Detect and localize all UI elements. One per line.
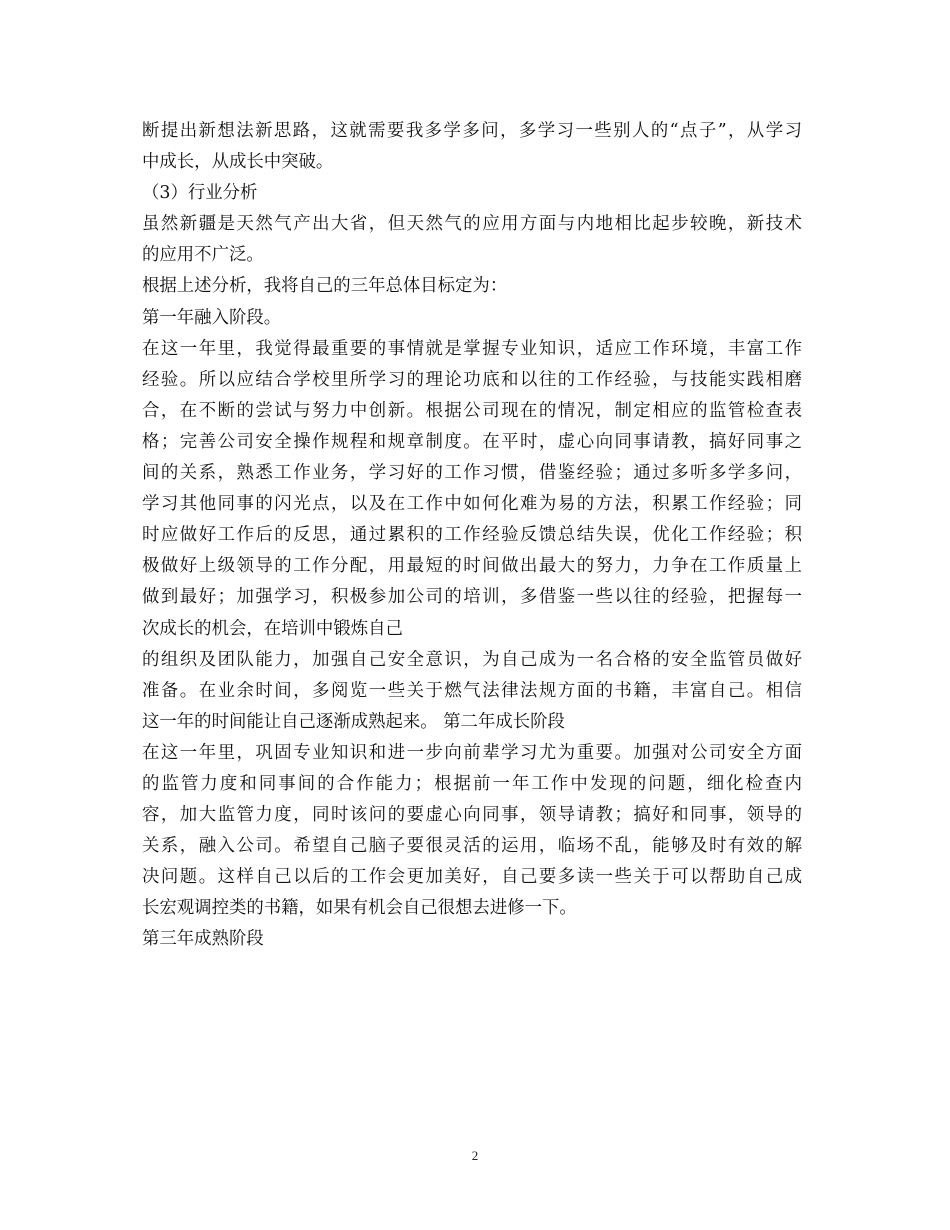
page-number: 2 [471,1148,479,1163]
text-line: 在这一年里，巩固专业知识和进一步向前辈学习尤为重要。加强对公司安全方面 [142,742,802,763]
text-line: 断提出新想法新思路，这就需要我多学多问，多学习一些别人的“点子”，从学习 [142,121,802,141]
text-line: 准备。在业余时间，多阅览一些关于燃气法律法规方面的书籍，丰富自己。相信 [142,680,802,701]
text-line: 第一年融入阶段。 [142,307,282,328]
text-line: 做到最好；加强学习，积极参加公司的培训，多借鉴一些以往的经验，把握每一 [142,587,802,608]
text-line: 第三年成熟阶段 [142,929,264,950]
text-line: 在这一年里，我觉得最重要的事情就是掌握专业知识，适应工作环境，丰富工作 [142,338,802,359]
body-text [142,116,802,956]
text-line: 次成长的机会，在培训中锻炼自己 [142,618,403,639]
text-line: 容，加大监管力度，同时该问的要虚心向同事，领导请教；搞好和同事，领导的 [142,805,802,826]
text-line: 间的关系，熟悉工作业务，学习好的工作习惯，借鉴经验；通过多听多学多问， [142,463,802,484]
text-line: 的组织及团队能力，加强自己安全意识，为自己成为一名合格的安全监管员做好 [142,649,802,670]
text-line: 学习其他同事的闪光点，以及在工作中如何化难为易的方法，积累工作经验；同 [142,494,802,515]
text-line: 决问题。这样自己以后的工作会更加美好，自己要多读一些关于可以帮助自己成 [142,867,802,888]
text-line: 的监管力度和同事间的合作能力；根据前一年工作中发现的问题，细化检查内 [142,773,802,794]
text-line: 这一年的时间能让自己逐渐成熟起来。 第二年成长阶段 [142,711,565,732]
text-line: 时应做好工作后的反思，通过累积的工作经验反馈总结失误，优化工作经验；积 [142,525,802,546]
section-heading: （3）行业分析 [142,183,258,204]
text-line: 关系，融入公司。希望自己脑子要很灵活的运用，临场不乱，能够及时有效的解 [142,836,802,857]
text-line: 合，在不断的尝试与努力中创新。根据公司现在的情况，制定相应的监管检查表 [142,400,802,421]
text-line: 的应用不广泛。 [142,245,264,266]
text-line: 长宏观调控类的书籍，如果有机会自己很想去进修一下。 [142,898,577,919]
text-line: 中成长，从成长中突破。 [142,152,334,173]
text-line: 极做好上级领导的工作分配，用最短的时间做出最大的努力，力争在工作质量上 [142,556,802,577]
text-line: 根据上述分析，我将自己的三年总体目标定为： [142,276,508,297]
text-line: 经验。所以应结合学校里所学习的理论功底和以往的工作经验，与技能实践相磨 [142,369,802,390]
text-line: 格；完善公司安全操作规程和规章制度。在平时，虚心向同事请教，搞好同事之 [142,431,802,452]
text-line: 虽然新疆是天然气产出大省，但天然气的应用方面与内地相比起步较晚，新技术 [142,214,802,235]
